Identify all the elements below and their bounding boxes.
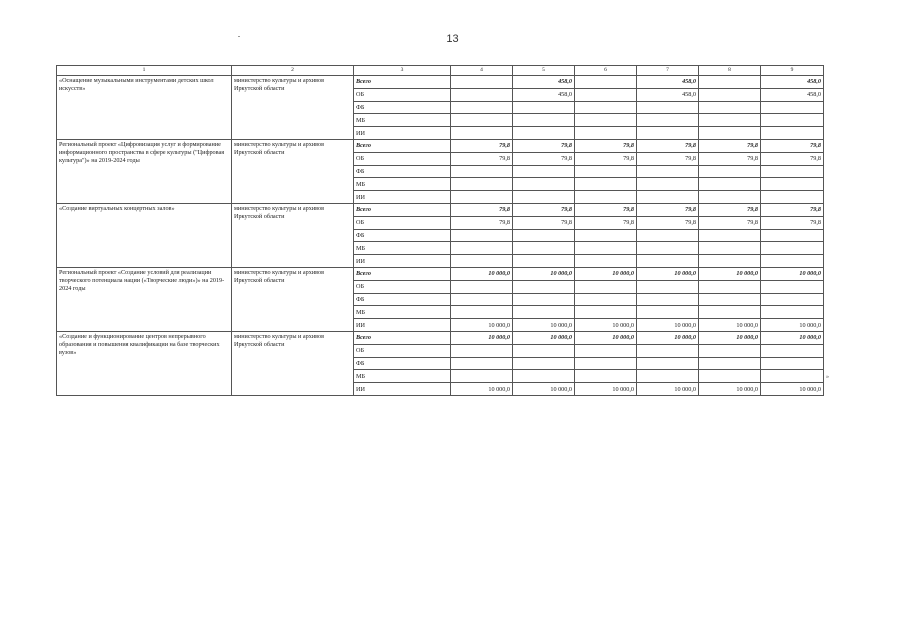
amount-cell xyxy=(513,229,575,242)
amount-cell: 10 000,0 xyxy=(637,267,699,280)
amount-cell xyxy=(451,255,513,268)
budget-table xyxy=(56,65,824,396)
amount-cell xyxy=(513,370,575,383)
amount-cell: 79,8 xyxy=(451,203,513,216)
funding-source: МБ xyxy=(354,242,451,255)
amount-cell: 79,8 xyxy=(451,216,513,229)
amount-cell: 10 000,0 xyxy=(699,267,761,280)
table-row xyxy=(57,203,824,216)
column-number-cell: 7 xyxy=(637,66,699,76)
amount-cell xyxy=(699,165,761,178)
amount-cell xyxy=(513,357,575,370)
funding-source: МБ xyxy=(354,114,451,127)
amount-cell xyxy=(451,165,513,178)
amount-cell xyxy=(513,165,575,178)
amount-cell xyxy=(451,280,513,293)
amount-cell: 458,0 xyxy=(637,88,699,101)
funding-source: Всего xyxy=(354,76,451,89)
amount-cell: 79,8 xyxy=(761,216,824,229)
amount-cell: 458,0 xyxy=(761,88,824,101)
amount-cell xyxy=(575,88,637,101)
amount-cell: 79,8 xyxy=(637,203,699,216)
amount-cell xyxy=(699,306,761,319)
amount-cell xyxy=(699,127,761,140)
amount-cell xyxy=(637,165,699,178)
funding-source: ФБ xyxy=(354,357,451,370)
amount-cell xyxy=(637,370,699,383)
amount-cell: 79,8 xyxy=(761,152,824,165)
amount-cell: 10 000,0 xyxy=(637,383,699,396)
amount-cell: 79,8 xyxy=(513,216,575,229)
amount-cell xyxy=(513,242,575,255)
amount-cell: 10 000,0 xyxy=(637,331,699,344)
amount-cell xyxy=(513,101,575,114)
amount-cell: 458,0 xyxy=(513,76,575,89)
table-row xyxy=(57,267,824,280)
amount-cell xyxy=(451,306,513,319)
amount-cell: 79,8 xyxy=(637,216,699,229)
amount-cell xyxy=(761,293,824,306)
funding-source: ФБ xyxy=(354,293,451,306)
amount-cell: 10 000,0 xyxy=(761,383,824,396)
responsible-executor: министерство культуры и архивов Иркутской области xyxy=(232,76,354,140)
amount-cell xyxy=(451,191,513,204)
amount-cell: 79,8 xyxy=(637,139,699,152)
amount-cell xyxy=(637,306,699,319)
amount-cell xyxy=(699,242,761,255)
amount-cell xyxy=(699,229,761,242)
amount-cell xyxy=(637,344,699,357)
amount-cell xyxy=(637,242,699,255)
column-number-cell: 9 xyxy=(761,66,824,76)
column-number-cell: 8 xyxy=(699,66,761,76)
amount-cell: 79,8 xyxy=(575,152,637,165)
funding-source: ФБ xyxy=(354,229,451,242)
amount-cell xyxy=(513,127,575,140)
amount-cell xyxy=(761,191,824,204)
amount-cell xyxy=(699,280,761,293)
amount-cell: 79,8 xyxy=(699,139,761,152)
amount-cell xyxy=(575,191,637,204)
funding-source: ИИ xyxy=(354,383,451,396)
amount-cell: 79,8 xyxy=(761,203,824,216)
funding-source: ИИ xyxy=(354,255,451,268)
amount-cell xyxy=(575,101,637,114)
amount-cell xyxy=(637,101,699,114)
amount-cell xyxy=(637,229,699,242)
amount-cell: 79,8 xyxy=(513,139,575,152)
amount-cell xyxy=(761,101,824,114)
funding-source: Всего xyxy=(354,331,451,344)
amount-cell xyxy=(575,229,637,242)
table-row xyxy=(57,76,824,89)
funding-source: ОБ xyxy=(354,216,451,229)
amount-cell xyxy=(513,191,575,204)
amount-cell xyxy=(451,357,513,370)
amount-cell xyxy=(513,178,575,191)
amount-cell: 10 000,0 xyxy=(513,267,575,280)
amount-cell xyxy=(451,178,513,191)
amount-cell xyxy=(451,242,513,255)
funding-source: ИИ xyxy=(354,127,451,140)
amount-cell xyxy=(637,357,699,370)
amount-cell xyxy=(699,101,761,114)
amount-cell xyxy=(575,242,637,255)
amount-cell xyxy=(575,306,637,319)
funding-source: ИИ xyxy=(354,191,451,204)
table-row xyxy=(57,139,824,152)
amount-cell xyxy=(451,229,513,242)
amount-cell xyxy=(761,370,824,383)
amount-cell xyxy=(451,370,513,383)
amount-cell: 10 000,0 xyxy=(637,319,699,332)
amount-cell xyxy=(575,293,637,306)
amount-cell: 10 000,0 xyxy=(451,383,513,396)
amount-cell xyxy=(575,127,637,140)
column-number-cell: 6 xyxy=(575,66,637,76)
column-number-cell: 2 xyxy=(232,66,354,76)
amount-cell: 10 000,0 xyxy=(451,331,513,344)
amount-cell: 458,0 xyxy=(761,76,824,89)
amount-cell xyxy=(575,370,637,383)
funding-source: ОБ xyxy=(354,344,451,357)
amount-cell: 79,8 xyxy=(575,139,637,152)
amount-cell: 79,8 xyxy=(699,216,761,229)
column-number-cell: 5 xyxy=(513,66,575,76)
amount-cell xyxy=(575,357,637,370)
amount-cell xyxy=(637,255,699,268)
amount-cell xyxy=(761,280,824,293)
amount-cell xyxy=(575,178,637,191)
amount-cell xyxy=(699,76,761,89)
amount-cell xyxy=(699,357,761,370)
amount-cell xyxy=(699,114,761,127)
amount-cell xyxy=(637,293,699,306)
funding-source: МБ xyxy=(354,370,451,383)
responsible-executor: министерство культуры и архивов Иркутской области xyxy=(232,267,354,331)
funding-source: ФБ xyxy=(354,165,451,178)
amount-cell: 10 000,0 xyxy=(575,319,637,332)
amount-cell: 10 000,0 xyxy=(513,319,575,332)
amount-cell xyxy=(699,344,761,357)
funding-source: ИИ xyxy=(354,319,451,332)
amount-cell: 79,8 xyxy=(761,139,824,152)
funding-source: Всего xyxy=(354,139,451,152)
amount-cell: 10 000,0 xyxy=(451,267,513,280)
amount-cell xyxy=(761,306,824,319)
amount-cell xyxy=(637,127,699,140)
amount-cell xyxy=(761,357,824,370)
amount-cell xyxy=(513,344,575,357)
responsible-executor: министерство культуры и архивов Иркутской области xyxy=(232,331,354,395)
amount-cell xyxy=(699,293,761,306)
amount-cell xyxy=(451,88,513,101)
amount-cell xyxy=(513,293,575,306)
amount-cell: 79,8 xyxy=(575,203,637,216)
amount-cell xyxy=(575,255,637,268)
column-number-cell: 4 xyxy=(451,66,513,76)
funding-source: ОБ xyxy=(354,88,451,101)
amount-cell xyxy=(513,306,575,319)
amount-cell xyxy=(699,88,761,101)
amount-cell: 10 000,0 xyxy=(575,383,637,396)
column-number-cell: 3 xyxy=(354,66,451,76)
table-row xyxy=(57,331,824,344)
amount-cell xyxy=(761,114,824,127)
amount-cell xyxy=(761,344,824,357)
amount-cell xyxy=(637,178,699,191)
amount-cell: 10 000,0 xyxy=(575,331,637,344)
amount-cell: 79,8 xyxy=(513,152,575,165)
amount-cell xyxy=(451,76,513,89)
amount-cell: 10 000,0 xyxy=(699,331,761,344)
measure-title: «Создание и функционирование центров непрерывного образования и повышения квалификации на базе творческих вузов» xyxy=(57,331,232,395)
amount-cell xyxy=(761,165,824,178)
funding-source: МБ xyxy=(354,306,451,319)
amount-cell xyxy=(513,280,575,293)
amount-cell xyxy=(699,255,761,268)
amount-cell xyxy=(575,76,637,89)
column-number-row xyxy=(57,66,824,76)
measure-title: Региональный проект «Создание условий для реализации творческого потенциала нации («Творческие люди»)» на 2019-2024 годы xyxy=(57,267,232,331)
amount-cell xyxy=(637,191,699,204)
amount-cell xyxy=(451,293,513,306)
amount-cell xyxy=(637,280,699,293)
amount-cell xyxy=(513,255,575,268)
funding-source: ОБ xyxy=(354,152,451,165)
amount-cell: 10 000,0 xyxy=(575,267,637,280)
amount-cell xyxy=(761,255,824,268)
amount-cell: 79,8 xyxy=(451,139,513,152)
funding-source: ФБ xyxy=(354,101,451,114)
trailing-mark: » xyxy=(826,374,829,380)
amount-cell xyxy=(451,127,513,140)
measure-title: «Создание виртуальных концертных залов» xyxy=(57,203,232,267)
amount-cell: 10 000,0 xyxy=(699,319,761,332)
amount-cell xyxy=(451,344,513,357)
amount-cell: 10 000,0 xyxy=(513,383,575,396)
amount-cell: 10 000,0 xyxy=(451,319,513,332)
amount-cell: 10 000,0 xyxy=(699,383,761,396)
table-body xyxy=(57,66,824,396)
funding-source: МБ xyxy=(354,178,451,191)
amount-cell: 458,0 xyxy=(513,88,575,101)
measure-title: «Оснащение музыкальными инструментами детских школ искусств» xyxy=(57,76,232,140)
amount-cell xyxy=(575,344,637,357)
amount-cell xyxy=(761,229,824,242)
amount-cell: 79,8 xyxy=(699,203,761,216)
amount-cell: 10 000,0 xyxy=(761,331,824,344)
amount-cell: 10 000,0 xyxy=(761,319,824,332)
amount-cell: 79,8 xyxy=(699,152,761,165)
amount-cell xyxy=(637,114,699,127)
amount-cell xyxy=(451,101,513,114)
responsible-executor: министерство культуры и архивов Иркутской области xyxy=(232,139,354,203)
funding-source: Всего xyxy=(354,203,451,216)
amount-cell xyxy=(575,114,637,127)
amount-cell xyxy=(451,114,513,127)
amount-cell: 79,8 xyxy=(513,203,575,216)
funding-source: ОБ xyxy=(354,280,451,293)
page-number: 13 xyxy=(446,33,459,45)
amount-cell: 79,8 xyxy=(637,152,699,165)
amount-cell xyxy=(761,242,824,255)
amount-cell xyxy=(761,178,824,191)
amount-cell: 10 000,0 xyxy=(761,267,824,280)
funding-source: Всего xyxy=(354,267,451,280)
amount-cell: 10 000,0 xyxy=(513,331,575,344)
measure-title: Региональный проект «Цифровизация услуг и формирование информационного пространства в сфере культуры ("Цифровая культура")» на 2019-2024 годы xyxy=(57,139,232,203)
amount-cell: 458,0 xyxy=(637,76,699,89)
amount-cell xyxy=(575,280,637,293)
amount-cell xyxy=(699,191,761,204)
amount-cell xyxy=(699,370,761,383)
amount-cell: 79,8 xyxy=(451,152,513,165)
column-number-cell: 1 xyxy=(57,66,232,76)
amount-cell xyxy=(575,165,637,178)
amount-cell xyxy=(513,114,575,127)
responsible-executor: министерство культуры и архивов Иркутской области xyxy=(232,203,354,267)
amount-cell xyxy=(699,178,761,191)
amount-cell: 79,8 xyxy=(575,216,637,229)
amount-cell xyxy=(761,127,824,140)
